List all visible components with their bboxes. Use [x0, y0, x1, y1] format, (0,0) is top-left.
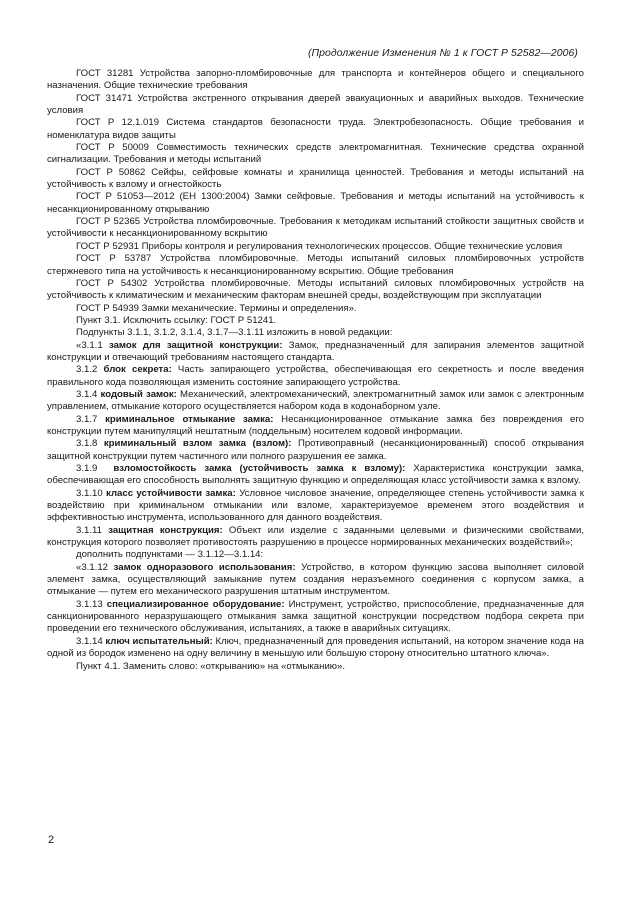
term: блок секрета:	[103, 364, 172, 376]
paragraph-text: Часть запирающего устройства, обеспечивающая его секретность и после введения правильного кода позволяющая изменить состояние запирающего устройства.	[47, 364, 584, 388]
paragraph-text: ГОСТ Р 54939 Замки механические. Термины и определения».	[76, 302, 357, 314]
text-paragraph	[47, 216, 584, 241]
paragraph-text: ГОСТ Р 50009 Совместимость технических средств электромагнитная. Технические средства охранной сигнализации. Требования и методы испытаний	[47, 142, 584, 166]
term: кодовый замок:	[100, 388, 177, 400]
definition-paragraph	[47, 364, 584, 389]
paragraph-text: Условное числовое значение, определяющее степень устойчивости замка к воздействию при криминальном отмыкании или взломе, характеризуемое временем этого воздействия и эффективностью инструмента, использованного для данного воздействия.	[47, 487, 584, 524]
term: класс устойчивости замка:	[106, 487, 236, 499]
paragraph-text: Механический, электромеханический, электромагнитный замок или замок с электронным управлением, отмыкание которого осуществляется набором кода в кодонаборном узле.	[47, 388, 584, 413]
paragraph-text: Подпункты 3.1.1, 3.1.2, 3.1.4, 3.1.7—3.1.11 изложить в новой редакции:	[76, 327, 393, 339]
text-paragraph	[47, 315, 584, 327]
clause-number: 3.1.9	[76, 463, 114, 474]
term: криминальное отмыкание замка:	[105, 413, 274, 425]
definition-paragraph	[47, 488, 584, 525]
term: криминальный взлом замка (взлом):	[103, 438, 292, 450]
running-header: (Продолжение Изменения № 1 к ГОСТ Р 52582—2006)	[307, 48, 578, 59]
text-paragraph	[47, 191, 584, 216]
text-paragraph	[47, 117, 584, 142]
paragraph-text: Ключ, предназначенный для проведения испытаний, на котором значение кода на одной из бородок изменено на одну величину в меньшую или большую сторону относительно штатного ключа».	[47, 635, 584, 660]
clause-number: 3.1.10	[76, 487, 107, 499]
paragraph-text: Несанкционированное отмыкание замка без повреждения его конструкции путем манипуляций нештатным (поддельным) носителем кодовой информации.	[47, 413, 584, 437]
text-paragraph	[47, 327, 584, 339]
text-paragraph	[47, 241, 584, 253]
text-paragraph	[47, 93, 584, 118]
term: замок одноразового использования:	[113, 561, 296, 573]
text-paragraph	[47, 142, 584, 167]
document-body	[47, 68, 584, 673]
clause-number: 3.1.8	[76, 438, 104, 450]
paragraph-text: ГОСТ 31281 Устройства запорно-пломбировочные для транспорта и контейнеров общего и специального назначения. Общие технические требования	[47, 68, 584, 92]
definition-paragraph	[47, 414, 584, 439]
paragraph-text: ГОСТ 31471 Устройства экстренного открывания дверей эвакуационных и аварийных выходов. Технические условия	[47, 92, 584, 117]
definition-paragraph	[47, 636, 584, 661]
clause-number: 3.1.7	[76, 413, 106, 425]
paragraph-text: Пункт 3.1. Исключить ссылку: ГОСТ Р 51241.	[76, 314, 277, 326]
definition-paragraph	[47, 562, 584, 599]
term: взломостойкость замка (устойчивость замка к взлому):	[113, 463, 406, 474]
definition-paragraph	[47, 340, 584, 365]
paragraph-text: ГОСТ Р 52931 Приборы контроля и регулирования технологических процессов. Общие технические условия	[76, 240, 563, 252]
paragraph-text: ГОСТ Р 52365 Устройства пломбировочные. Требования к методикам испытаний стойкости защитных свойств и устойчивости к несанкционированному вскрытию	[47, 216, 584, 240]
definition-paragraph	[47, 389, 584, 414]
text-paragraph	[47, 303, 584, 315]
clause-number: «3.1.12	[76, 561, 114, 573]
term: ключ испытательный:	[105, 635, 213, 647]
paragraph-text: ГОСТ Р 53787 Устройства пломбировочные. Методы испытаний силовых пломбировочных устройств стержневого типа на устойчивость к несанкционированному вскрытию. Общие требования	[47, 253, 584, 277]
text-paragraph	[47, 549, 584, 561]
term: специализированное оборудование:	[106, 598, 285, 610]
clause-number: 3.1.13	[76, 598, 107, 610]
definition-paragraph	[47, 438, 584, 463]
text-paragraph	[47, 278, 584, 303]
definition-paragraph	[47, 525, 584, 550]
paragraph-text: Пункт 4.1. Заменить слово: «открыванию» на «отмыканию».	[76, 660, 345, 672]
paragraph-text: ГОСТ Р 12.1.019 Система стандартов безопасности труда. Электробезопасность. Общие требования и номенклатура видов защиты	[47, 117, 584, 141]
clause-number: 3.1.4	[76, 388, 101, 400]
paragraph-text: ГОСТ Р 50862 Сейфы, сейфовые комнаты и хранилища ценностей. Требования и методы испытаний на устойчивость к взлому и огнестойкость	[47, 166, 584, 191]
page-number: 2	[48, 834, 55, 846]
clause-number: 3.1.2	[76, 364, 104, 376]
definition-paragraph	[47, 463, 584, 488]
paragraph-text: ГОСТ Р 51053—2012 (ЕН 1300:2004) Замки сейфовые. Требования и методы испытаний на устойчивость к несанкционированному открыванию	[47, 191, 584, 215]
clause-number: «3.1.1	[76, 339, 109, 351]
paragraph-text: Инструмент, устройство, приспособление, предназначенные для санкционированного неразрушающего отмыкания замка защитной конструкции посредством подбора секрета при проведении его технического обслуживания, испытаниях, а также в аварийных ситуациях.	[47, 598, 584, 635]
paragraph-text: Противоправный (несанкционированный) способ открывания защитной конструкции путем частичного или полного разрушения ее замка.	[47, 438, 584, 462]
text-paragraph	[47, 167, 584, 192]
paragraph-text: Устройство, в котором функцию засова выполняет силовой элемент замка, осуществляющий замыкание путем создания неразъемного соединения с корпусом замка, а отмыкание — путем его механического разрушения штатным инструментом.	[47, 561, 584, 598]
paragraph-text: Объект или изделие с заданными целевыми и физическими свойствами, конструкция которого позволяет противостоять разрушению в процессе нормированных механических воздействий»;	[47, 524, 584, 549]
text-paragraph	[47, 253, 584, 278]
text-paragraph	[47, 661, 584, 673]
text-paragraph	[47, 68, 584, 93]
term: защитная конструкция:	[108, 524, 223, 536]
clause-number: 3.1.11	[76, 524, 109, 536]
paragraph-text: дополнить подпунктами — 3.1.12—3.1.14:	[76, 549, 264, 561]
paragraph-text: Характеристика конструкции замка, обеспечивающая его способность выполнять защитную функцию и определяющая класс устойчивости замка к взлому.	[47, 463, 584, 487]
term: замок для защитной конструкции:	[108, 339, 283, 351]
clause-number: 3.1.14	[76, 635, 106, 647]
paragraph-text: ГОСТ Р 54302 Устройства пломбировочные. Методы испытаний силовых пломбировочных устройств на устойчивость к климатическим и механическим факторам внешней среды, воздействующим при эксплуатации	[47, 277, 584, 302]
paragraph-text: Замок, предназначенный для запирания элементов защитной конструкции и отвечающий требованиям настоящего стандарта.	[47, 339, 585, 363]
definition-paragraph	[47, 599, 584, 636]
